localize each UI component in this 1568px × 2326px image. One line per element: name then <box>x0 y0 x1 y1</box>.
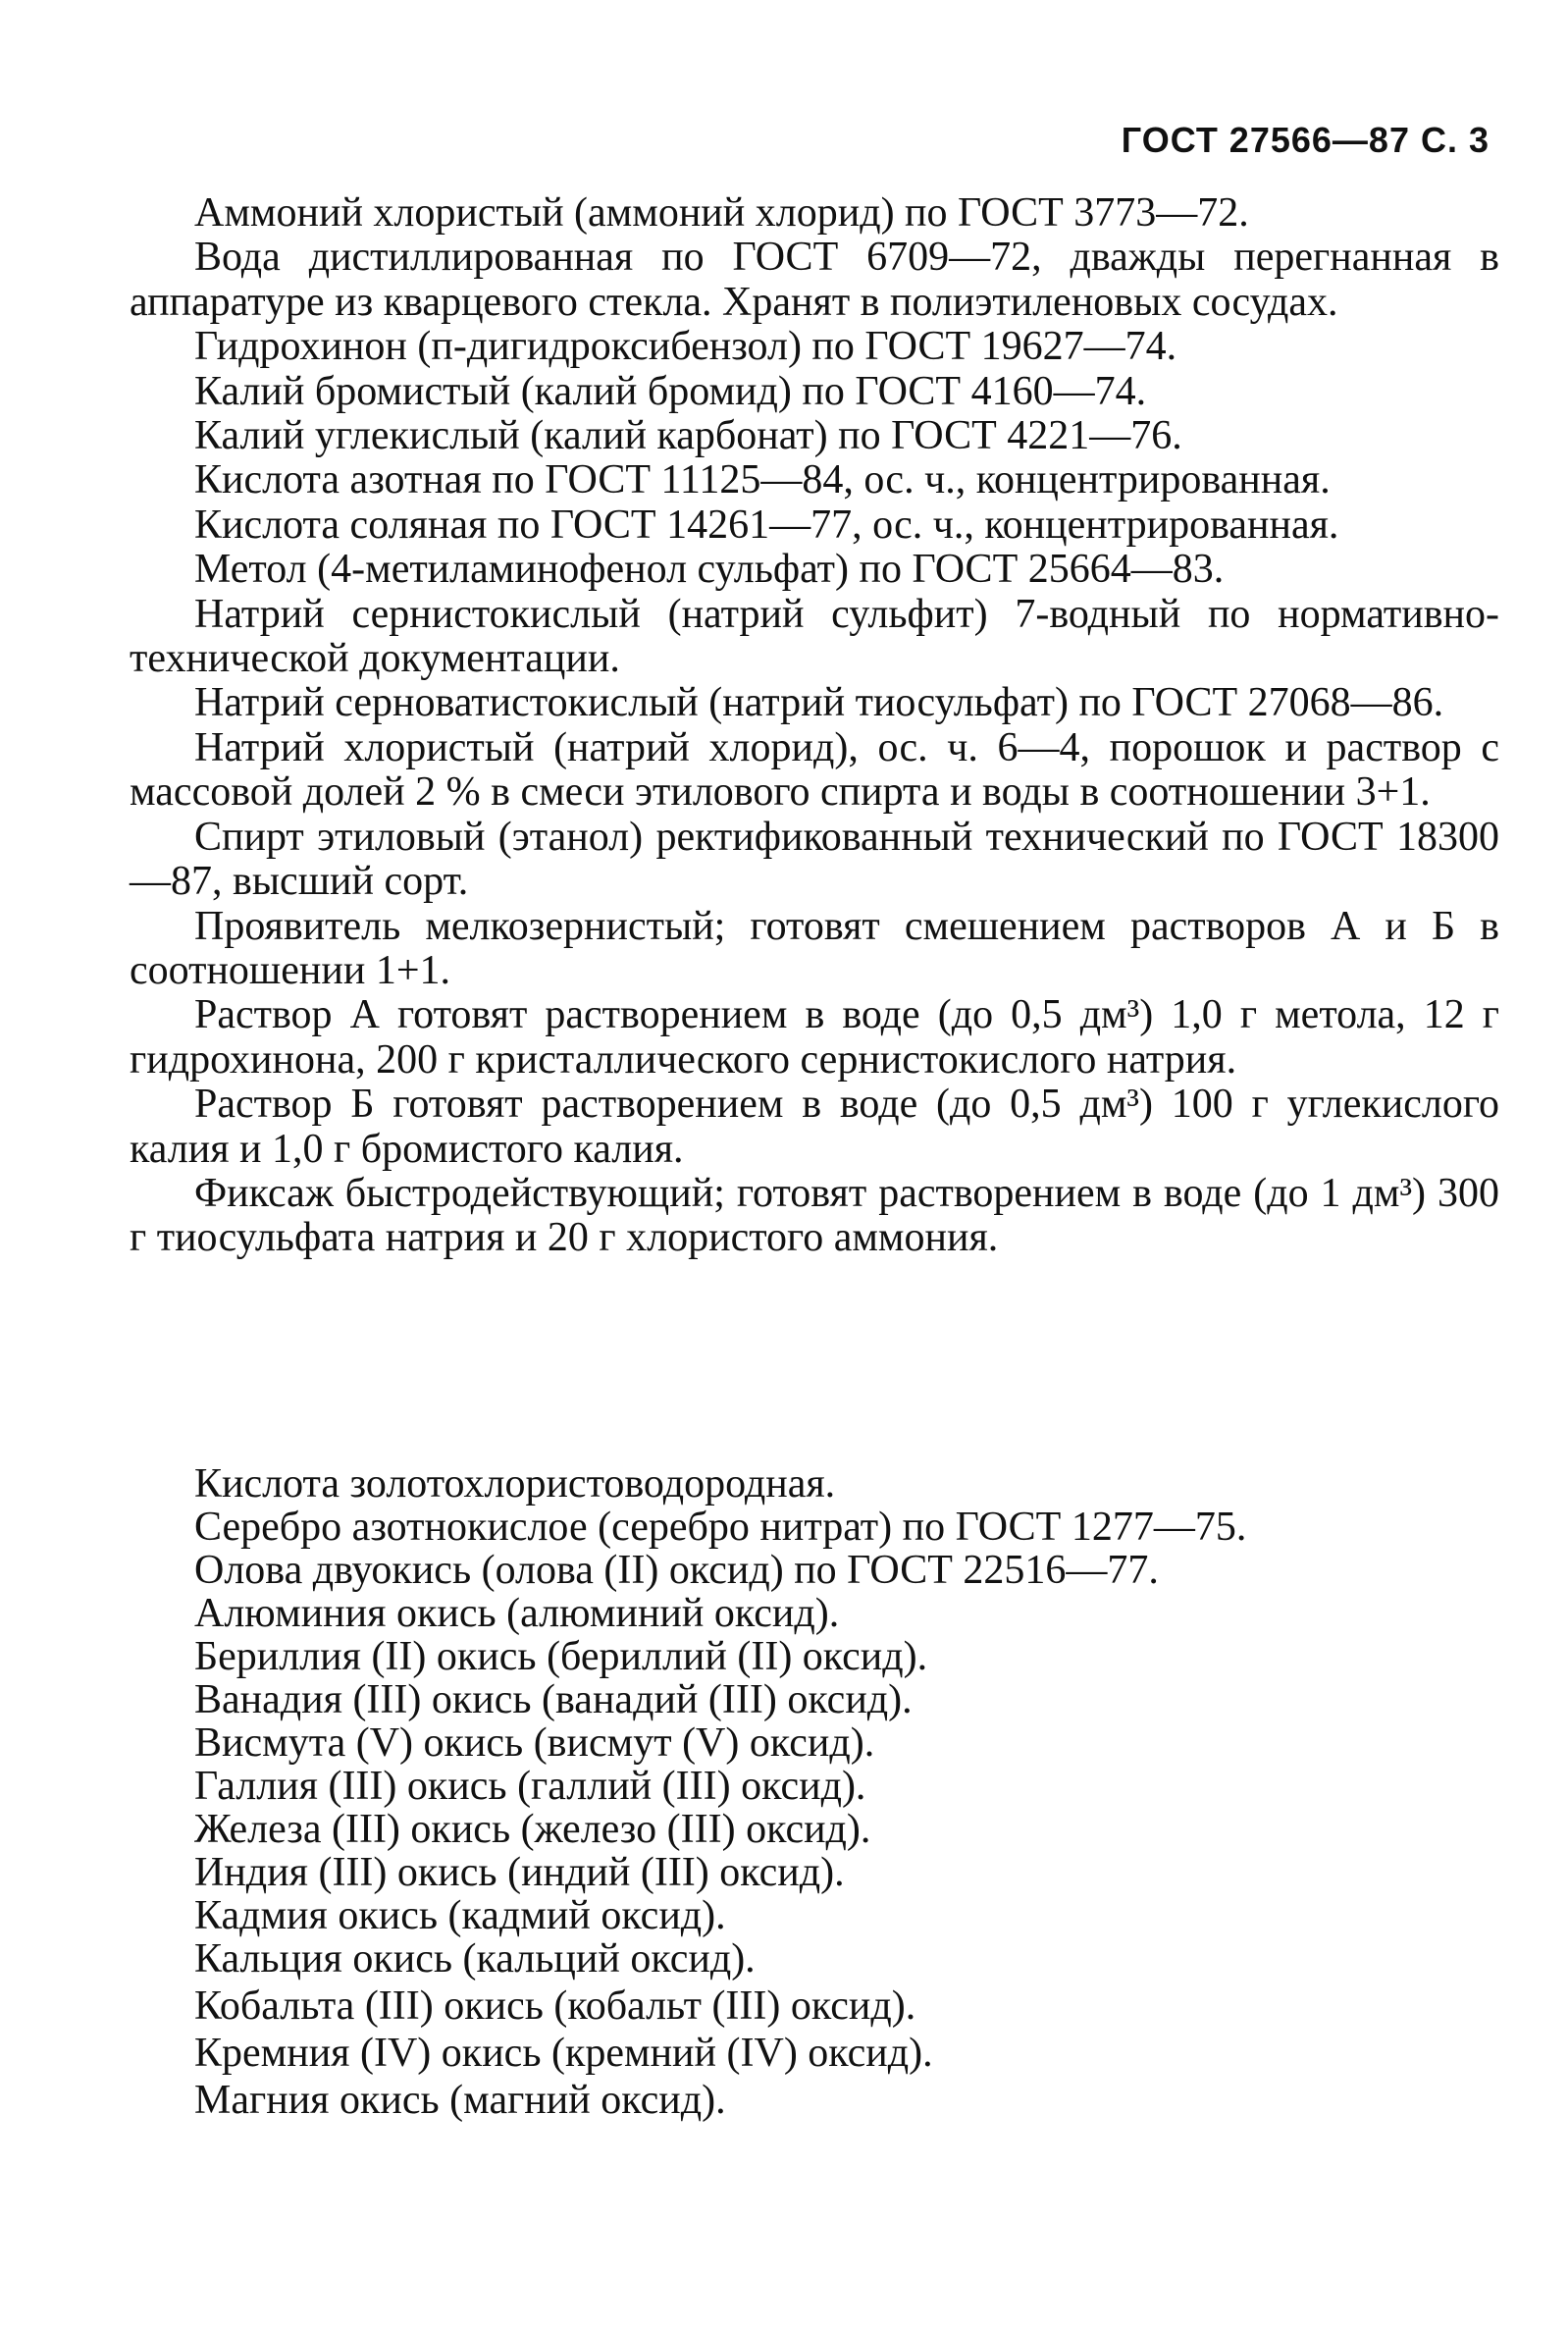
list-item: Индия (III) окись (индий (III) оксид). <box>194 1850 845 1895</box>
page-header: ГОСТ 27566—87 С. 3 <box>1121 120 1490 160</box>
list-item: Олова двуокись (олова (II) оксид) по ГОСТ 22516—77. <box>194 1548 1159 1593</box>
paragraph: Вода дистиллированная по ГОСТ 6709—72, дважды перегнанная в аппаратуре из кварцевого стекла. Хранят в полиэтиленовых сосудах. <box>130 235 1499 325</box>
paragraph: Спирт этиловый (этанол) ректификованный технический по ГОСТ 18300—87, высший сорт. <box>130 814 1499 905</box>
paragraph: Раствор А готовят растворением в воде (до 0,5 дм³) 1,0 г метола, 12 г гидрохинона, 200 г кристаллического сернистокислого натрия. <box>130 992 1499 1083</box>
list-item: Серебро азотнокислое (серебро нитрат) по ГОСТ 1277—75. <box>194 1505 1247 1550</box>
list-item: Кобальта (III) окись (кобальт (III) оксид). <box>194 1983 916 2029</box>
list-item: Железа (III) окись (железо (III) оксид). <box>194 1807 871 1852</box>
list-item: Магния окись (магний оксид). <box>194 2078 726 2123</box>
paragraph: Раствор Б готовят растворением в воде (до 0,5 дм³) 100 г углекислого калия и 1,0 г бромистого калия. <box>130 1082 1499 1172</box>
paragraph: Калий углекислый (калий карбонат) по ГОСТ 4221—76. <box>194 413 1182 459</box>
paragraph: Гидрохинон (п-дигидроксибензол) по ГОСТ 19627—74. <box>194 324 1177 370</box>
paragraph: Натрий хлористый (натрий хлорид), ос. ч. 6—4, порошок и раствор с массовой долей 2 % в смеси этилового спирта и воды в соотношении 3+1. <box>130 724 1499 816</box>
paragraph: Фиксаж быстродействующий; готовят растворением в воде (до 1 дм³) 300 г тиосульфата натрия и 20 г хлористого аммония. <box>130 1170 1499 1261</box>
paragraph: Проявитель мелкозернистый; готовят смешением растворов А и Б в соотношении 1+1. <box>130 903 1499 993</box>
paragraph: Кислота соляная по ГОСТ 14261—77, ос. ч., концентрированная. <box>194 502 1339 548</box>
list-item: Кремния (IV) окись (кремний (IV) оксид). <box>194 2031 933 2076</box>
list-item: Алюминия окись (алюминий оксид). <box>194 1591 840 1636</box>
list-item: Кадмия окись (кадмий оксид). <box>194 1893 726 1938</box>
paragraph: Метол (4-метиламинофенол сульфат) по ГОСТ 25664—83. <box>194 547 1225 593</box>
list-item: Кислота золотохлористоводородная. <box>194 1461 836 1507</box>
list-item: Ванадия (III) окись (ванадий (III) оксид). <box>194 1677 913 1722</box>
paragraph: Аммоний хлористый (аммоний хлорид) по ГОСТ 3773—72. <box>194 190 1249 236</box>
reagent-list <box>194 1462 1246 2122</box>
list-item: Бериллия (II) окись (бериллий (II) оксид). <box>194 1634 928 1679</box>
list-item: Кальция окись (кальций оксид). <box>194 1936 756 1982</box>
paragraph: Натрий сернистокислый (натрий сульфит) 7-водный по нормативно-технической документации. <box>130 591 1499 682</box>
document-body <box>130 191 1499 1261</box>
paragraph: Кислота азотная по ГОСТ 11125—84, ос. ч., концентрированная. <box>194 457 1331 503</box>
paragraph: Калий бромистый (калий бромид) по ГОСТ 4160—74. <box>194 368 1147 414</box>
list-item: Галлия (III) окись (галлий (III) оксид). <box>194 1764 866 1809</box>
paragraph: Натрий серноватистокислый (натрий тиосульфат) по ГОСТ 27068—86. <box>194 680 1444 726</box>
list-item: Висмута (V) окись (висмут (V) оксид). <box>194 1720 875 1766</box>
